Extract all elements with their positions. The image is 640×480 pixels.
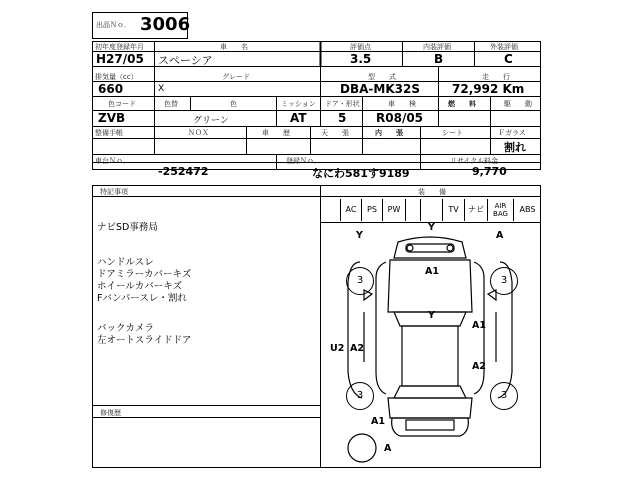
damage-mark-y-left: Y (356, 230, 363, 241)
notes-line-navi: ナビSD事務局 (97, 222, 158, 233)
front-glass-label: Ｆガラス (498, 129, 526, 137)
damage-mark-a2-right: A2 (472, 361, 486, 372)
score-value: 3.5 (350, 52, 372, 66)
vehicle-type-value: DBA-MK32S (340, 82, 420, 96)
chassis-no-value: -252472 (158, 165, 209, 178)
equipment-strip (320, 199, 541, 221)
wheel-front-left: 3 (346, 267, 374, 295)
door-value: 5 (338, 111, 347, 125)
listing-no-value: 3006 (140, 14, 191, 35)
wheel-rear-left: 3 (346, 382, 374, 410)
equipment-airbag-text: AIR BAG (493, 202, 508, 218)
roof-shape (402, 326, 458, 386)
nox-label: ＮＯＸ (188, 129, 209, 137)
equipment-navi: ナビ (464, 199, 487, 221)
model-label: 車 名 (220, 43, 248, 51)
front-glass-value: 割れ (504, 141, 526, 154)
wheel-front-right: 3 (490, 267, 518, 295)
damage-mark-a-rear: A (384, 443, 392, 454)
color-label: 色 (230, 100, 237, 108)
mileage-label: 走 行 (482, 73, 510, 81)
grade-value: X (158, 84, 165, 94)
wheel-rear-right: 3 (490, 382, 518, 410)
repair-history-heading: 修復歴 (100, 409, 121, 417)
notes-item: ハンドルスレ (97, 257, 154, 268)
registration-no-value: なにわ581す9189 (312, 167, 410, 180)
drive-label: 駆 動 (504, 100, 532, 108)
notes-item: バックカメラ (97, 323, 155, 334)
roof-lining-label: 天 張 (321, 129, 349, 137)
first-registration-label: 初年度登録年月 (95, 43, 144, 51)
equipment-blank-1 (420, 199, 442, 221)
maintenance-book-label: 整備手帳 (95, 129, 123, 137)
exterior-value: C (504, 52, 513, 66)
transmission-label: ミッション (281, 100, 316, 108)
mileage-value: 72,992 Km (452, 82, 525, 96)
notes-item: Fバンパースレ・割れ (97, 293, 187, 304)
vehicle-type-label: 型 式 (368, 73, 396, 81)
door-shape-label: ドア・形状 (325, 100, 360, 108)
inspection-value: R08/05 (376, 111, 424, 125)
interior-label: 内装評価 (423, 43, 451, 51)
equipment-pw: PW (382, 199, 406, 221)
chassis-no-label: 車台Ｎｏ． (95, 157, 130, 165)
first-registration-value: H27/05 (96, 52, 144, 66)
license-plate-area (406, 420, 454, 430)
exterior-label: 外装評価 (490, 43, 518, 51)
color-code-value: ZVB (98, 111, 126, 125)
registration-no-label: 登録Ｎｏ． (286, 157, 321, 165)
fuel-label: 燃 料 (448, 100, 476, 108)
notes-item: 左オートスライドドア (97, 335, 192, 346)
left-side-shape (376, 262, 386, 394)
rear-hatch-shape (388, 398, 472, 418)
interior-lining-label: 内 張 (375, 129, 403, 137)
transmission-value: AT (290, 111, 307, 125)
interior-value: B (434, 52, 444, 66)
notes-item: ドアミラーカバーキズ (97, 269, 192, 280)
seat-label: シート (442, 129, 463, 137)
color-value: グリーン (193, 116, 229, 126)
damage-mark-a2-left: A2 (350, 343, 364, 354)
score-label: 評価点 (350, 43, 371, 51)
damage-mark-u2: U2 (330, 343, 345, 354)
rear-bumper-shape (392, 418, 469, 436)
spare-tire-shape (348, 434, 376, 462)
listing-no-label: 出品Ｎｏ． (96, 21, 131, 29)
recycle-fee-label: リサイクル料金 (450, 157, 499, 165)
rear-window-shape (394, 386, 466, 398)
equipment-heading: 装 備 (418, 188, 446, 196)
equipment-ac: AC (340, 199, 361, 221)
model-value: スペーシア (158, 54, 213, 67)
recycle-fee-value: 9,770 (472, 165, 507, 178)
equipment-abs: ABS (513, 199, 541, 221)
damage-mark-y-top: Y (428, 222, 435, 233)
damage-mark-a1-right: A1 (472, 320, 486, 331)
grade-label: グレード (222, 73, 250, 81)
damage-mark-a1-roof: A1 (425, 266, 439, 277)
equipment-airbag (487, 199, 513, 221)
front-bumper-shape (394, 237, 466, 258)
equipment-tv: TV (442, 199, 464, 221)
notes-equipment-list (97, 323, 191, 347)
displacement-value: 660 (98, 82, 124, 96)
displacement-label: 排気量（cc） (95, 73, 138, 81)
notes-damage-list (97, 257, 191, 305)
equipment-ps: PS (361, 199, 382, 221)
notes-item: ホイールカバーキズ (97, 281, 183, 292)
notes-heading: 特記事項 (100, 188, 128, 196)
damage-mark-y-center: Y (428, 310, 435, 321)
damage-mark-a-right: A (496, 230, 504, 241)
damage-mark-a1-rear: A1 (371, 416, 385, 427)
history-label: 車 歴 (262, 129, 290, 137)
color-code-label: 色コード (108, 100, 136, 108)
color-change-label: 色替 (164, 100, 178, 108)
inspection-label: 車 検 (388, 100, 416, 108)
